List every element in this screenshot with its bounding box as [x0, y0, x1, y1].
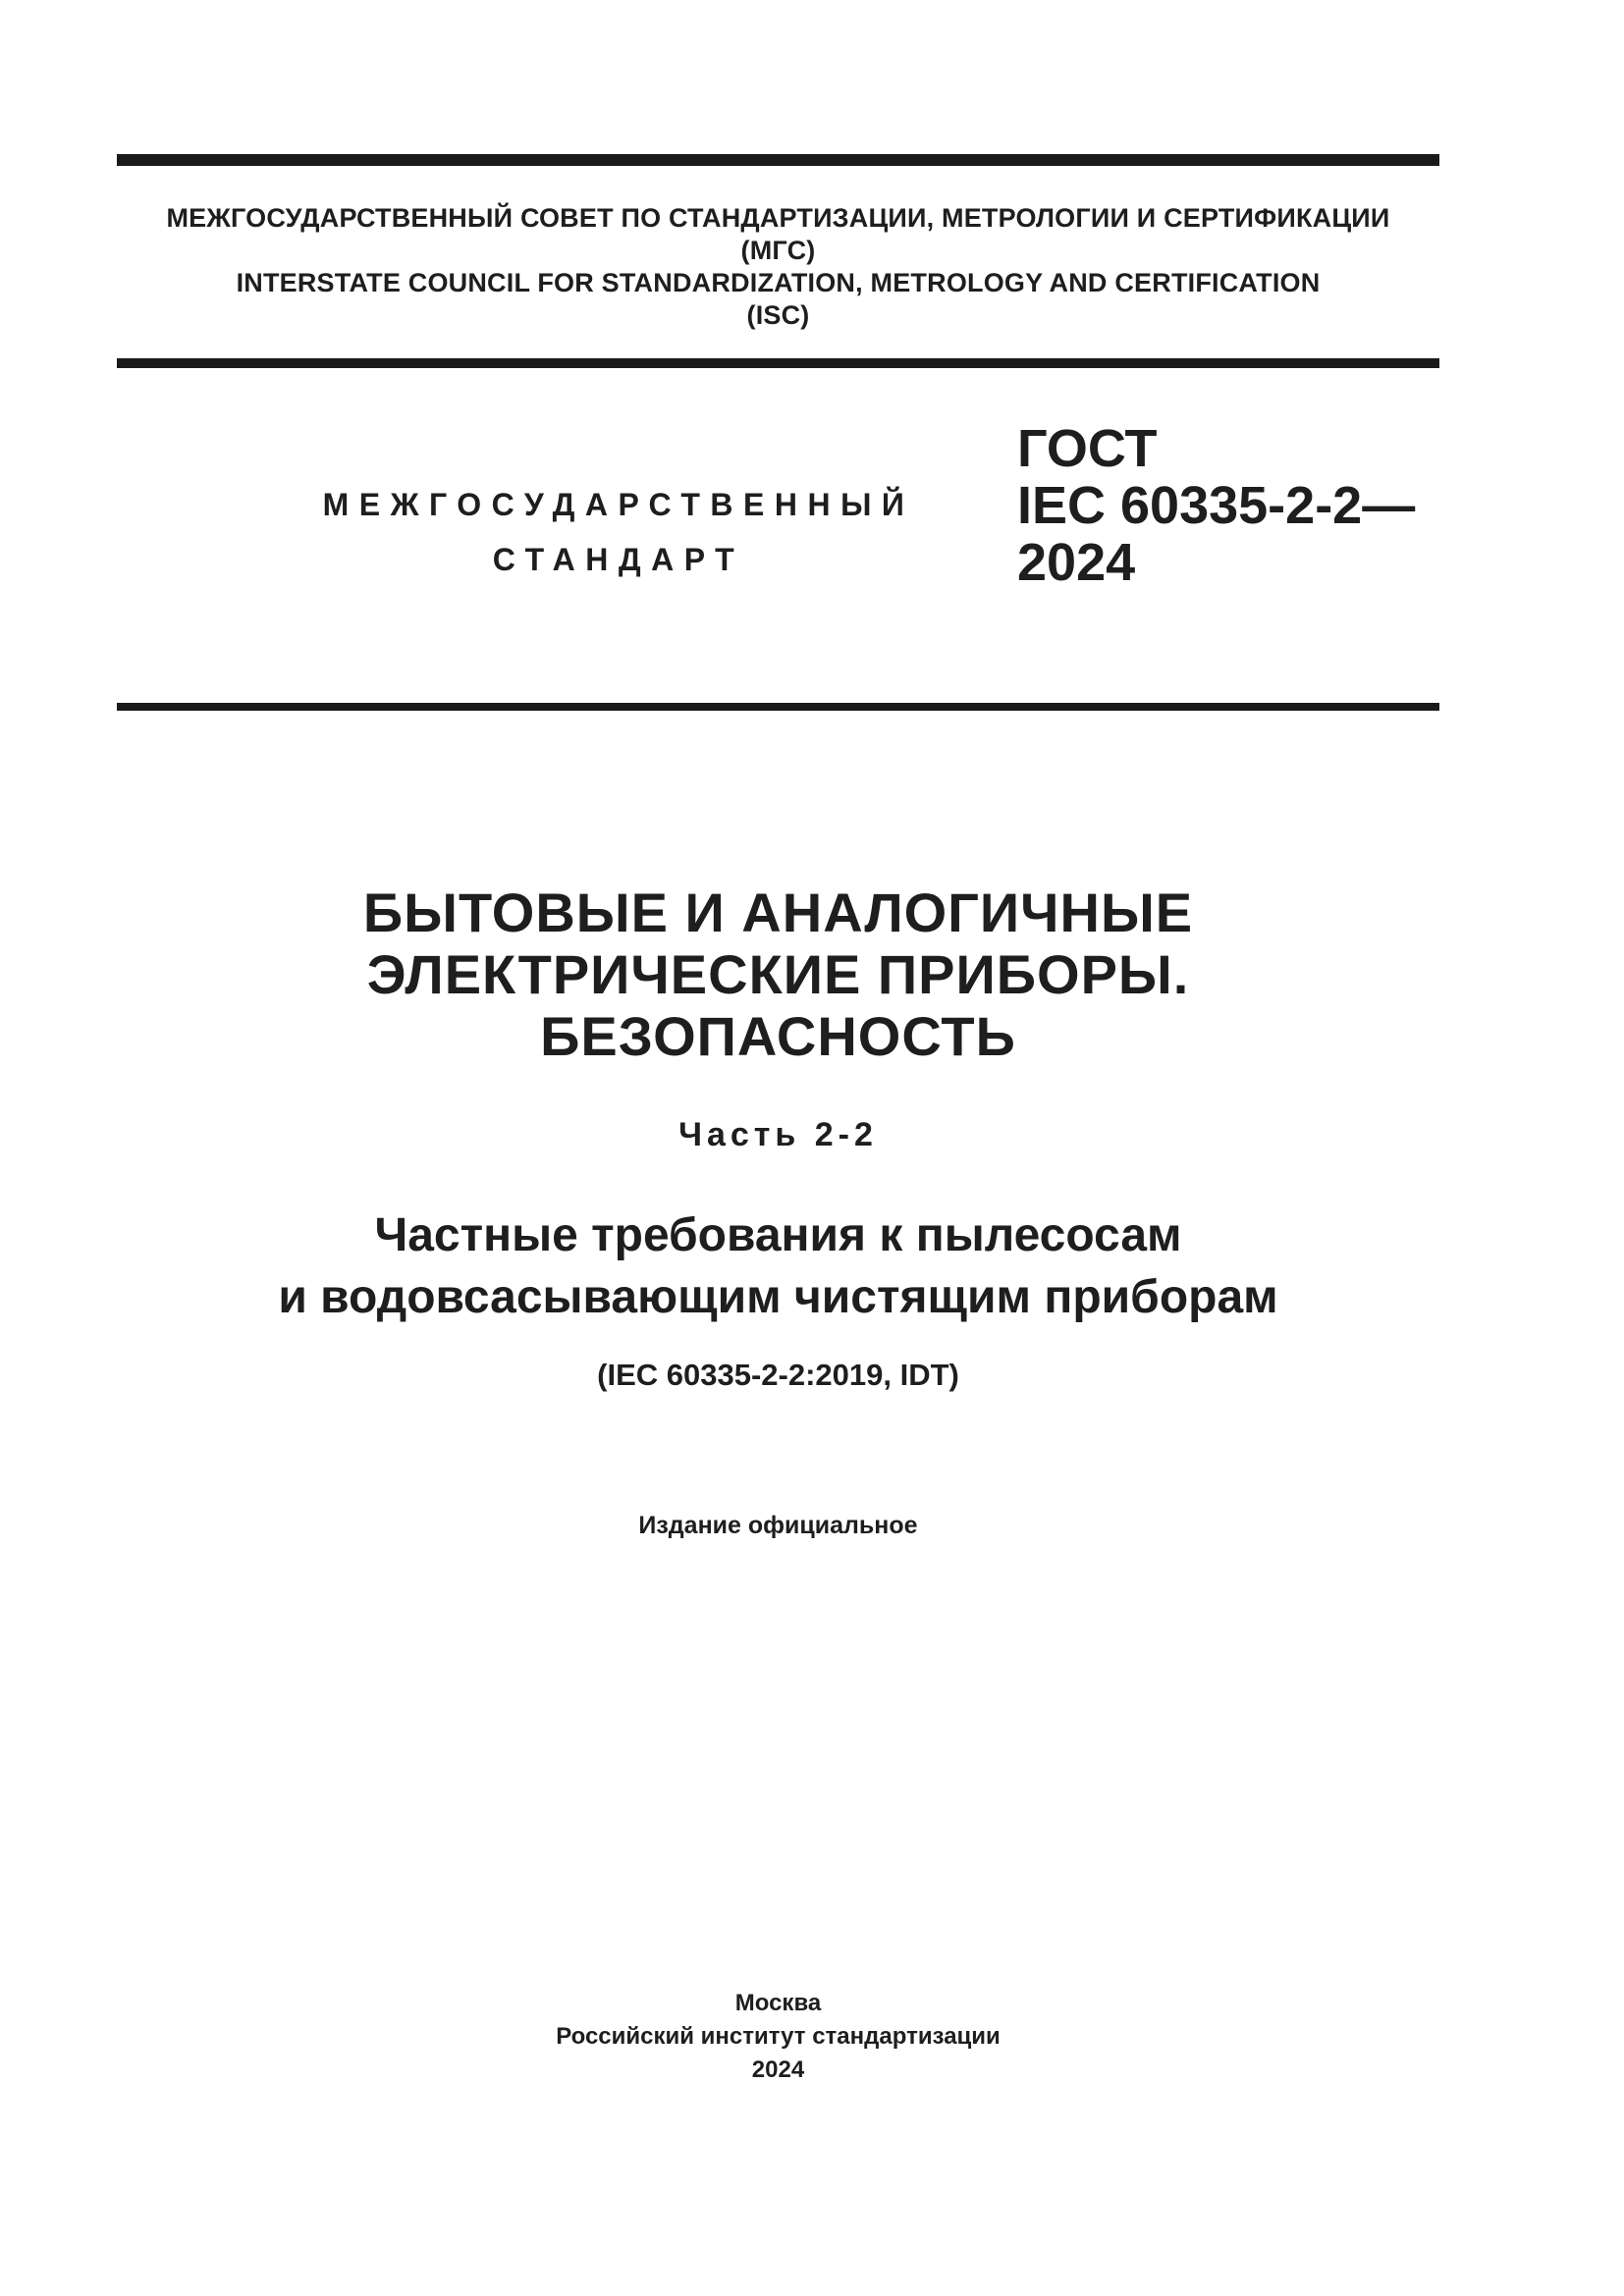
designation-line3: 2024	[1017, 533, 1136, 592]
standard-type-line2: СТАНДАРТ	[492, 542, 745, 577]
part-number: Часть 2-2	[678, 1116, 878, 1153]
designation-line1: ГОСТ	[1017, 419, 1158, 478]
publisher-name: Российский институт стандартизации	[556, 2023, 1001, 2050]
title-line2: ЭЛЕКТРИЧЕСКИЕ ПРИБОРЫ.	[366, 943, 1190, 1005]
council-abbr-en: (ISC)	[746, 300, 810, 330]
subtitle-line2: и водовсасывающим чистящим приборам	[278, 1271, 1278, 1323]
standard-designation	[1017, 420, 1415, 591]
publisher-city: Москва	[734, 1990, 822, 2016]
council-header	[117, 202, 1439, 332]
top-divider	[117, 154, 1439, 166]
publisher-year: 2024	[751, 2056, 805, 2083]
middle-divider	[117, 358, 1439, 368]
title-line1: БЫТОВЫЕ И АНАЛОГИЧНЫЕ	[362, 881, 1194, 943]
document-subtitle	[117, 1204, 1439, 1328]
publisher-block	[117, 1987, 1439, 2087]
standard-type-line1: МЕЖГОСУДАРСТВЕННЫЙ	[322, 487, 915, 522]
designation-line2: IEC 60335-2-2—	[1017, 476, 1416, 535]
iec-reference: (IEC 60335-2-2:2019, IDT)	[597, 1358, 959, 1392]
subtitle-line1: Частные требования к пылесосам	[374, 1209, 1182, 1261]
edition-label: Издание официальное	[638, 1512, 918, 1539]
bottom-divider	[117, 703, 1439, 711]
document-title	[117, 881, 1439, 1067]
council-abbr-ru: (МГС)	[740, 236, 816, 265]
title-line3: БЕЗОПАСНОСТЬ	[540, 1005, 1016, 1067]
council-name-ru: МЕЖГОСУДАРСТВЕННЫЙ СОВЕТ ПО СТАНДАРТИЗАЦИИ, МЕТРОЛОГИИ И СЕРТИФИКАЦИИ	[166, 203, 1390, 233]
standard-type	[304, 477, 933, 587]
council-name-en: INTERSTATE COUNCIL FOR STANDARDIZATION, METROLOGY AND CERTIFICATION	[236, 268, 1321, 297]
